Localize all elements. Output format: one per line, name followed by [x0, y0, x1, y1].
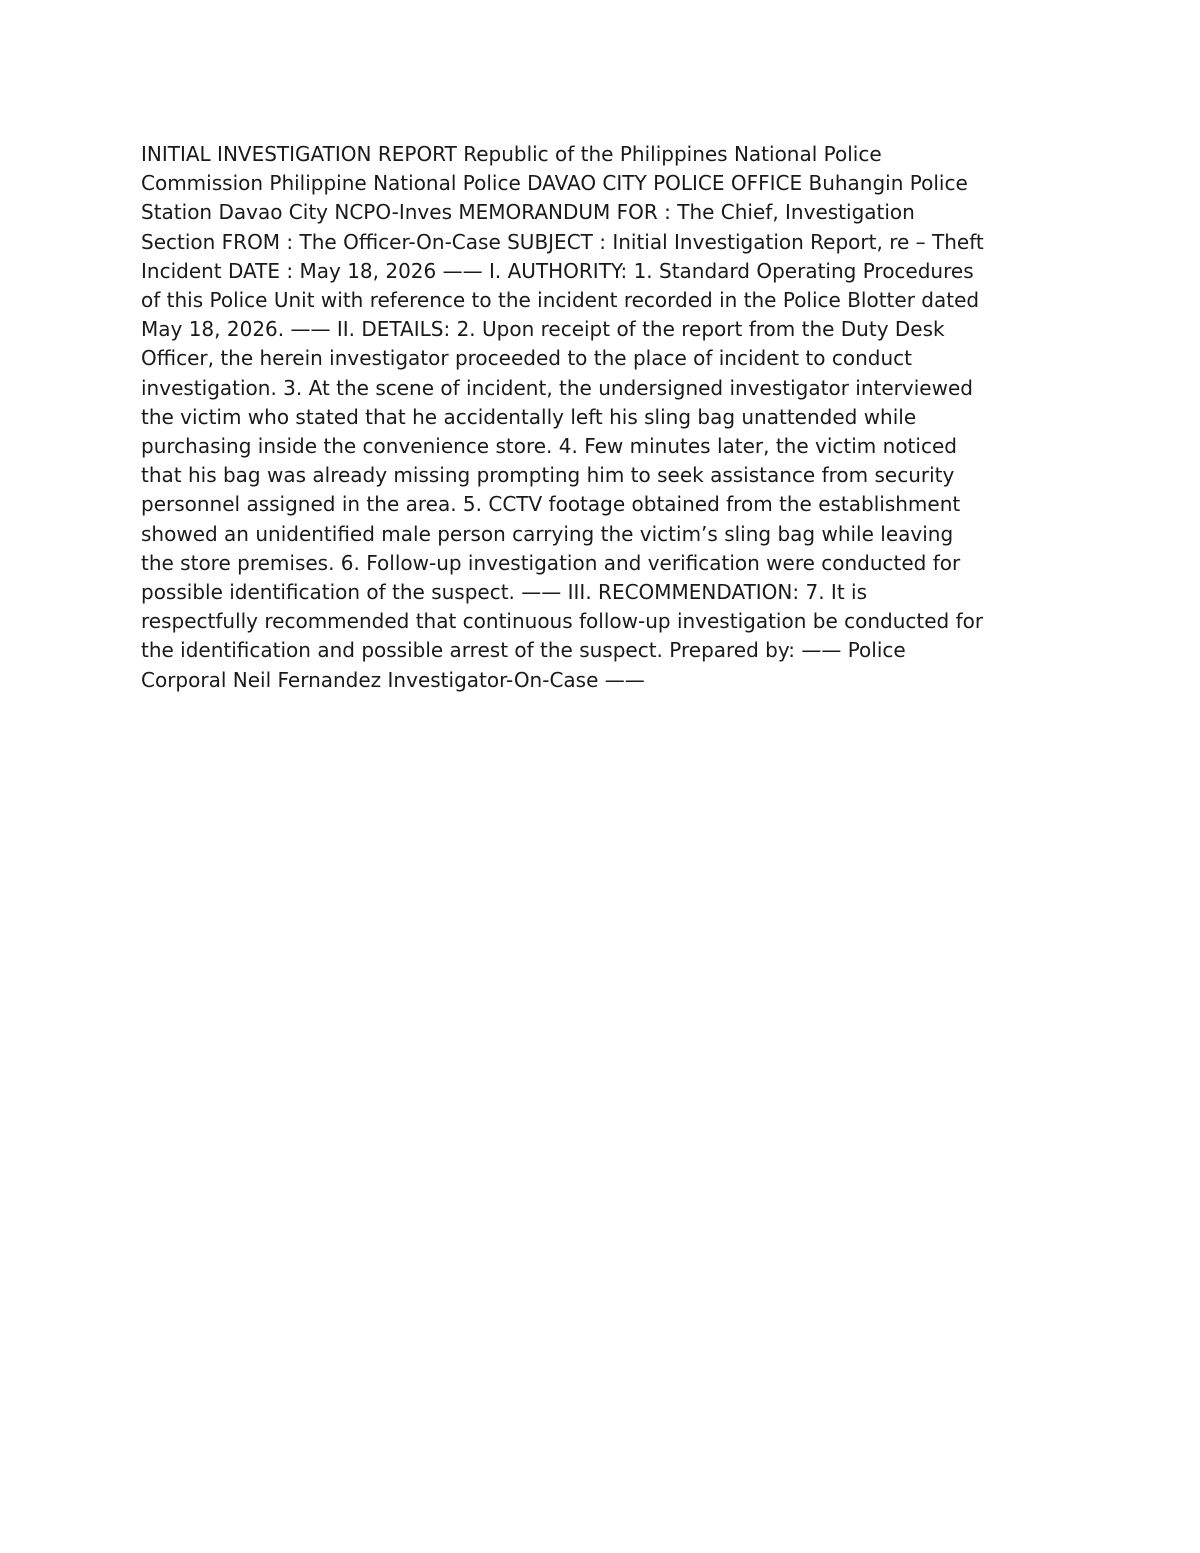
text-line: possible identification of the suspect. —— III. RECOMMENDATION: 7. It is — [141, 580, 867, 605]
text-line: that his bag was already missing prompting him to seek assistance from security — [141, 463, 955, 488]
text-line: the store premises. 6. Follow-up investigation and verification were conducted for — [141, 550, 961, 575]
text-line: respectfully recommended that continuous follow-up investigation be conducted for — [141, 609, 984, 634]
report-body-text — [141, 140, 1059, 695]
text-line: the victim who stated that he accidentally left his sling bag unattended while — [141, 404, 917, 429]
text-line: INITIAL INVESTIGATION REPORT Republic of the Philippines National Police — [141, 142, 882, 166]
text-line: Corporal Neil Fernandez Investigator-On-Case —— — [141, 667, 645, 692]
text-line: Incident DATE : May 18, 2026 —— I. AUTHORITY: 1. Standard Operating Procedures — [141, 258, 974, 283]
text-line: showed an unidentified male person carrying the victim’s sling bag while leaving — [141, 521, 954, 546]
text-line: purchasing inside the convenience store. 4. Few minutes later, the victim noticed — [141, 434, 957, 459]
text-line: personnel assigned in the area. 5. CCTV footage obtained from the establishment — [141, 492, 961, 517]
text-line: May 18, 2026. —— II. DETAILS: 2. Upon receipt of the report from the Duty Desk — [141, 317, 945, 342]
text-line: the identification and possible arrest of the suspect. Prepared by: —— Police — [141, 638, 906, 663]
text-line: Officer, the herein investigator proceeded to the place of incident to conduct — [141, 346, 912, 371]
text-line: of this Police Unit with reference to the incident recorded in the Police Blotter dated — [141, 288, 980, 313]
text-line: Station Davao City NCPO-Inves MEMORANDUM FOR : The Chief, Investigation — [141, 200, 915, 225]
text-line: Section FROM : The Officer-On-Case SUBJECT : Initial Investigation Report, re – Theft — [141, 229, 984, 254]
text-line: Commission Philippine National Police DAVAO CITY POLICE OFFICE Buhangin Police — [141, 171, 968, 196]
text-line: investigation. 3. At the scene of incident, the undersigned investigator interviewed — [141, 375, 973, 400]
